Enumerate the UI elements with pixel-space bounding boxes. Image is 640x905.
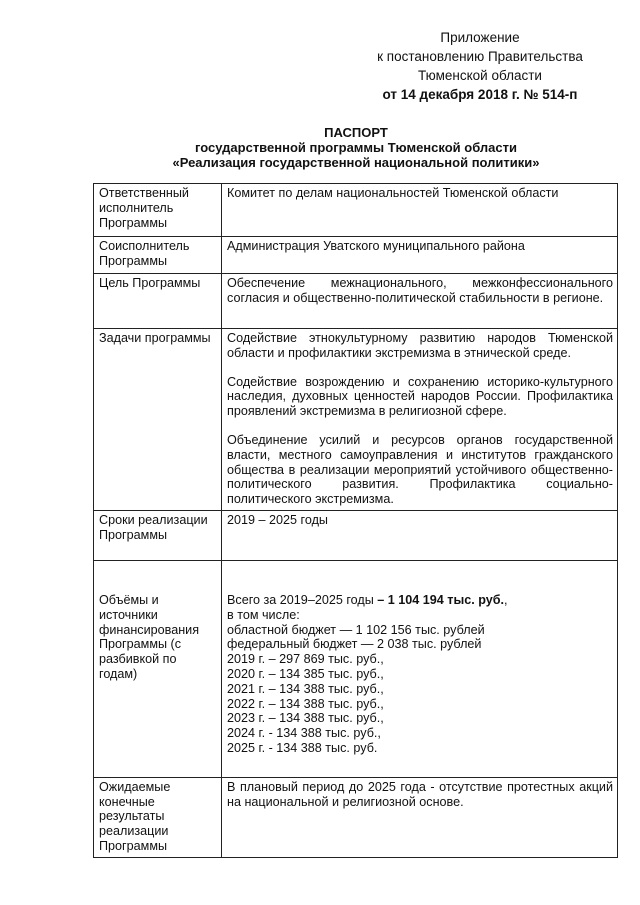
row-coexecutor-value: Администрация Уватского муниципального района xyxy=(222,237,618,274)
row-funding-value xyxy=(222,560,618,777)
funding-total-amount: – 1 104 194 тыс. руб. xyxy=(377,592,505,607)
funding-line: 2019 г. – 297 869 тыс. руб., xyxy=(227,652,384,667)
appendix-region: Тюменской области xyxy=(418,68,542,83)
passport-table xyxy=(93,183,618,858)
row-tasks-value xyxy=(222,329,618,511)
task-item: Содействие возрождению и сохранению историко-культурного наследия, духовных ценностей народов России. Профилактика проявлений экстремизма в религиозной сфере. xyxy=(227,374,613,419)
task-item: Объединение усилий и ресурсов органов государственной власти, местного самоуправления и институтов гражданского общества в реализации мероприятий устойчивого общественно-политического развития. Профилактика социально-политического экстремизма. xyxy=(227,432,613,507)
row-coexecutor-label: Соисполнитель Программы xyxy=(94,237,222,274)
funding-label-text: Объёмы и источники финансирования Программы (с разбивкой по годам) xyxy=(99,592,200,681)
appendix-date: от 14 декабря 2018 г. № 514-п xyxy=(382,87,578,102)
row-executor-label: Ответственный исполнитель Программы xyxy=(94,184,222,237)
funding-line: 2025 г. - 134 388 тыс. руб. xyxy=(227,740,378,755)
funding-line: областной бюджет — 1 102 156 тыс. рублей xyxy=(227,622,485,637)
funding-line: 2020 г. – 134 385 тыс. руб., xyxy=(227,666,384,681)
funding-line: 2022 г. – 134 388 тыс. руб., xyxy=(227,696,384,711)
funding-line: 2021 г. – 134 388 тыс. руб., xyxy=(227,681,384,696)
row-terms-value: 2019 – 2025 годы xyxy=(222,510,618,560)
row-tasks xyxy=(94,329,618,511)
heading-program-type: государственной программы Тюменской области xyxy=(195,140,517,155)
row-terms xyxy=(94,510,618,560)
funding-total xyxy=(227,593,613,608)
appendix-block xyxy=(360,28,600,104)
funding-line: федеральный бюджет — 2 038 тыс. рублей xyxy=(227,637,482,652)
heading-passport: ПАСПОРТ xyxy=(324,125,388,140)
row-terms-label: Сроки реализации Программы xyxy=(94,510,222,560)
row-results-value: В плановый период до 2025 года - отсутствие протестных акций на национальной и религиозной основе. xyxy=(222,777,618,857)
row-goal xyxy=(94,274,618,329)
row-goal-label: Цель Программы xyxy=(94,274,222,329)
heading-program-name: «Реализация государственной национальной политики» xyxy=(172,155,540,170)
row-goal-value: Обеспечение межнационального, межконфессионального согласия и общественно-политической стабильности в регионе. xyxy=(222,274,618,329)
row-executor-value: Комитет по делам национальностей Тюменской области xyxy=(222,184,618,237)
appendix-title: Приложение xyxy=(440,30,520,45)
funding-line: в том числе: xyxy=(227,607,300,622)
row-coexecutor xyxy=(94,237,618,274)
row-results xyxy=(94,777,618,857)
funding-total-prefix: Всего за 2019–2025 годы xyxy=(227,592,378,607)
funding-line: 2023 г. – 134 388 тыс. руб., xyxy=(227,711,384,726)
row-executor xyxy=(94,184,618,237)
document-heading xyxy=(96,125,616,170)
row-results-label: Ожидаемые конечные результаты реализации Программы xyxy=(94,777,222,857)
row-funding xyxy=(94,560,618,777)
row-tasks-label: Задачи программы xyxy=(94,329,222,511)
funding-line: 2024 г. - 134 388 тыс. руб., xyxy=(227,726,381,741)
task-item: Содействие этнокультурному развитию народов Тюменской области и профилактики экстремизма в этнической среде. xyxy=(227,331,613,360)
funding-total-suffix: , xyxy=(504,592,508,607)
row-funding-label xyxy=(94,560,222,777)
appendix-resolution: к постановлению Правительства xyxy=(377,49,583,64)
